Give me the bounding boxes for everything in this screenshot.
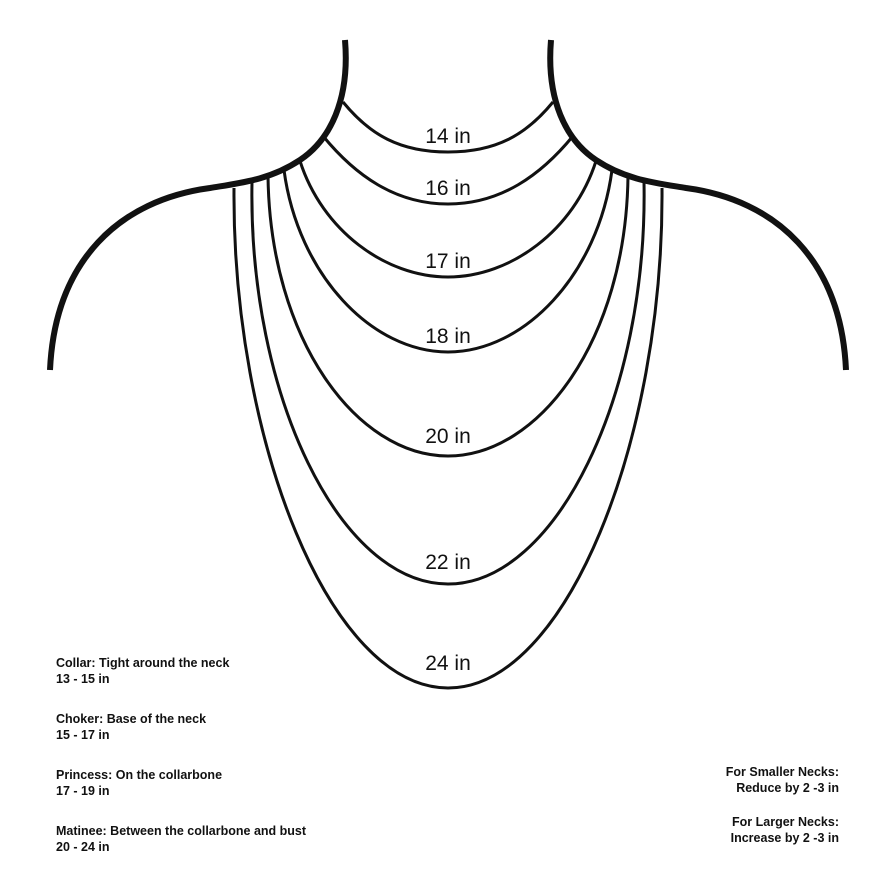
adjust-title: For Smaller Necks: <box>725 765 839 779</box>
length-label-24in: 24 in <box>425 652 471 675</box>
neck-size-adjustments <box>579 764 839 864</box>
length-label-22in: 22 in <box>425 551 471 574</box>
style-name: Collar: Tight around the neck <box>56 656 230 670</box>
style-range: 17 - 19 in <box>56 784 110 798</box>
adjust-text: Increase by 2 -3 in <box>730 831 839 845</box>
neck-shoulder-outline-right <box>550 40 846 370</box>
adjust-title: For Larger Necks: <box>732 815 839 829</box>
length-label-14in: 14 in <box>425 125 471 148</box>
length-label-20in: 20 in <box>425 425 471 448</box>
style-range: 13 - 15 in <box>56 672 110 686</box>
style-item-choker <box>56 711 476 743</box>
style-range: 15 - 17 in <box>56 728 110 742</box>
length-label-18in: 18 in <box>425 325 471 348</box>
style-name: Choker: Base of the neck <box>56 712 207 726</box>
necklace-style-legend <box>56 655 476 879</box>
adjust-smaller-necks <box>579 764 839 796</box>
style-item-matinee <box>56 823 476 855</box>
length-label-16in: 16 in <box>425 177 471 200</box>
neck-shoulder-outline-left <box>50 40 346 370</box>
adjust-larger-necks <box>579 814 839 846</box>
necklace-20in <box>268 176 628 456</box>
style-name: Matinee: Between the collarbone and bust <box>56 824 307 838</box>
length-label-17in: 17 in <box>425 250 471 273</box>
style-item-collar <box>56 655 476 687</box>
style-item-princess <box>56 767 476 799</box>
adjust-text: Reduce by 2 -3 in <box>736 781 839 795</box>
style-range: 20 - 24 in <box>56 840 110 854</box>
style-name: Princess: On the collarbone <box>56 768 223 782</box>
necklace-22in <box>252 182 644 584</box>
